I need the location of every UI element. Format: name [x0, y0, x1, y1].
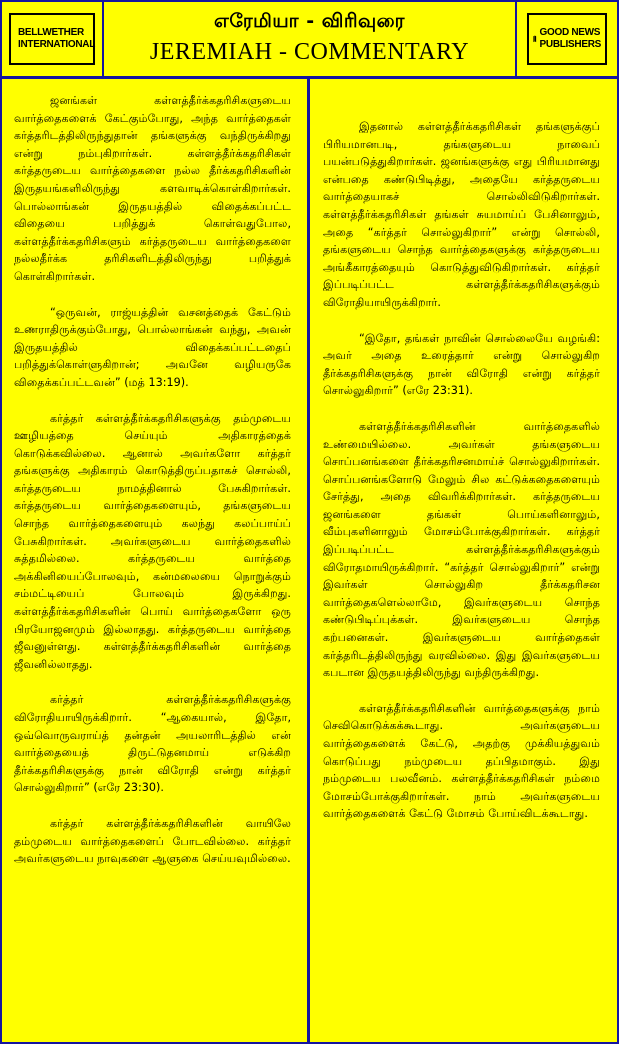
- left-logo-line1: BELLWETHER: [18, 27, 84, 38]
- right-column: [323, 118, 600, 841]
- good-news-logo: [515, 2, 617, 76]
- paragraph: இதனால் கள்ளத்தீர்க்கதரிசிகள் தங்களுக்குப் பிரியமானபடி, தங்களுடைய நாவைப் பயன்படுத்துகிறார்கள். ஜனங்களுக்கு எது பிரியமானது என்பதை கண்டுபிடித்து, அதையே கர்த்தருடைய வார்த்தையாகச் சொல்லிவிடுகிறார்கள். கள்ளத்தீர்க்கதரிசிகள் தங்கள் சுயமாய்ப் பேசினாலும், அதை “கர்த்தர் சொல்லுகிறார்” என்று சொல்லி, தங்களுடைய சொந்த வார்த்தைகளுக்கு கர்த்தருடைய அங்கீகாரத்தையும் கொடுத்துவிடுகிறார்கள். கர்த்தர் இப்படிப்பட்ட கள்ளத்தீர்க்கதரிசிகளுக்கும் விரோதியாயிருக்கிறார்.: [323, 120, 600, 309]
- book-icon: [533, 19, 537, 59]
- paragraph: கர்த்தர் கள்ளத்தீர்க்கதரிசிகளுக்கு தம்முடைய ஊழியத்தை செய்யும் அதிகாரத்தைக் கொடுக்கவில்லை. ஆனால் அவர்களோ கர்த்தர் தங்களுக்கு அதிகாரம் கொடுத்திருப்பதாகச் சொல்லி, கர்த்தருடைய நாமத்தினால் பேசுகிறார்கள். கர்த்தருடைய வார்த்தைகளையும், தங்களுடைய சொந்த வார்த்தைகளையும் கலந்து கலப்பாய்ப் பேசுகிறார்கள். அவர்களுடைய வார்த்தைகளில் சுத்தமில்லை. கர்த்தருடைய வார்த்தை அக்கினியைப்போலவும், கன்மலையை நொறுக்கும் சம்மட்டியைப் போலவும் இருக்கிறது. கள்ளத்தீர்க்கதரிசிகளின் பொய் வார்த்தைகளோ ஒரு பிரயோஜனமும் இல்லாதது. கர்த்தருடைய வார்த்தை ஜீவனுள்ளது. கள்ளத்தீர்க்கதரிசிகளின் வார்த்தை ஜீவனில்லாதது.: [14, 411, 291, 671]
- header: [2, 2, 617, 79]
- right-logo-line1: GOOD NEWS: [539, 27, 601, 38]
- left-logo-line2: INTERNATIONAL: [18, 39, 96, 50]
- paragraph: கள்ளத்தீர்க்கதரிசிகளின் வார்த்தைகளில் உண்மையில்லை. அவர்கள் தங்களுடைய சொப்பனங்களை தீர்க்கதரிசனமாய்ச் சொல்லுகிறார்கள். சொப்பனங்களோடு மேலும் சில கட்டுக்கதைகளையும் சேர்த்து, அதை விவரிக்கிறார்கள். கர்த்தருடைய ஜனங்களை தங்கள் பொய்களினாலும், வீம்புகளினாலும் மோசம்போக்குகிறார்கள். கர்த்தர் இப்படிப்பட்ட கள்ளத்தீர்க்கதரிசிகளுக்கும் விரோதமாயிருக்கிறார். “கர்த்தர் சொல்லுகிறார்” என்று இவர்கள் சொல்லுகிற தீர்க்கதரிசன வார்த்தைகளெல்லாமே, இவர்களுடைய சொந்த கண்டுபிடிப்புக்கள். இவர்களுடைய சொந்த கற்பனைகள். இவர்களுடைய வார்த்தைகள் கர்த்தரிடத்திலிருந்து வரவில்லை. இது இவர்களுடைய கபடான இருதயத்திலிருந்து வந்திருக்கிறது.: [323, 419, 600, 680]
- left-column: [14, 92, 291, 886]
- column-divider: [307, 77, 310, 1042]
- title-tamil: எரேமியா - விரிவுரை: [214, 10, 405, 32]
- scripture-quote: “ஒருவன், ராஜ்யத்தின் வசனத்தைக் கேட்டும் உணராதிருக்கும்போது, பொல்லாங்கன் வந்து, அவன் இருதயத்தில் விதைக்கப்பட்டதைப் பறித்துக்கொள்ளுகிறான்; அவனே வழியருகே விதைக்கப்பட்டவன்” (மத் 13:19).: [14, 305, 291, 389]
- scripture-quote: “இதோ, தங்கள் நாவின் சொல்லையே வழங்கி: அவர் அதை உரைத்தார் என்று சொல்லுகிற தீர்க்கதரிசிகளுக்கு நான் விரோதி என்று கர்த்தர் சொல்லுகிறார்” (எரே 23:31).: [323, 331, 600, 398]
- paragraph: ஜனங்கள் கள்ளத்தீர்க்கதரிசிகளுடைய வார்த்தைகளைக் கேட்கும்போது, அந்த வார்த்தைகள் கர்த்தரிடத்திலிருந்துதான் தங்களுக்கு வந்திருக்கிறது என்று நம்புகிறார்கள். கள்ளத்தீர்க்கதரிசிகள் கர்த்தருடைய வார்த்தைகளை நல்ல தீர்க்கதரிசிகளின் இருதயங்களிலிருந்து களவாடிக்கொள்கிறார்கள். பொல்லாங்கன் இருதயத்தில் விதைக்கப்பட்ட விதையை பறித்துக் கொள்வதுபோல, கள்ளத்தீர்க்கதரிசிகளும் கர்த்தருடைய வார்த்தைகளை நல்லதீர்க்க தரிசிகளிடத்திலிருந்து பறித்துக் கொள்கிறார்கள்.: [14, 94, 291, 283]
- title-block: [106, 2, 513, 76]
- title-english: JEREMIAH - COMMENTARY: [149, 39, 470, 65]
- right-logo-line2: PUBLISHERS: [539, 39, 601, 50]
- paragraph: கர்த்தர் கள்ளத்தீர்க்கதரிசிகளின் வாயிலே தம்முடைய வார்த்தைகளைப் போடவில்லை. கர்த்தர் அவர்களுடைய நாவுகளை ஆளுகை செய்யவுமில்லை.: [14, 816, 291, 866]
- bellwether-logo: [2, 2, 104, 76]
- paragraph: கர்த்தர் கள்ளத்தீர்க்கதரிசிகளுக்கு விரோதியாயிருக்கிறார். “ஆகையால், இதோ, ஒவ்வொருவராய்த் தன்தன் அயலாரிடத்தில் என் வார்த்தையைத் திருட்டுதனமாய் எடுக்கிற தீர்க்கதரிசிகளுக்கு நான் விரோதி என்று கர்த்தர் சொல்லுகிறார்” (எரே 23:30).: [14, 693, 291, 795]
- paragraph: கள்ளத்தீர்க்கதரிசிகளின் வார்த்தைகளுக்கு நாம் செவிகொடுக்கக்கூடாது. அவர்களுடைய வார்த்தைகளைக் கேட்டு, அதற்கு முக்கியத்துவம் கொடுப்பது நம்முடைய தப்பிதமாகும். இது நம்முடைய பலவீனம். கள்ளத்தீர்க்கதரிசிகள் நம்மை மோசம்போக்குகிறார்கள். நாம் அவர்களுடைய வார்த்தைகளைக் கேட்டு மோசம் போய்விடக்கூடாது.: [323, 701, 600, 821]
